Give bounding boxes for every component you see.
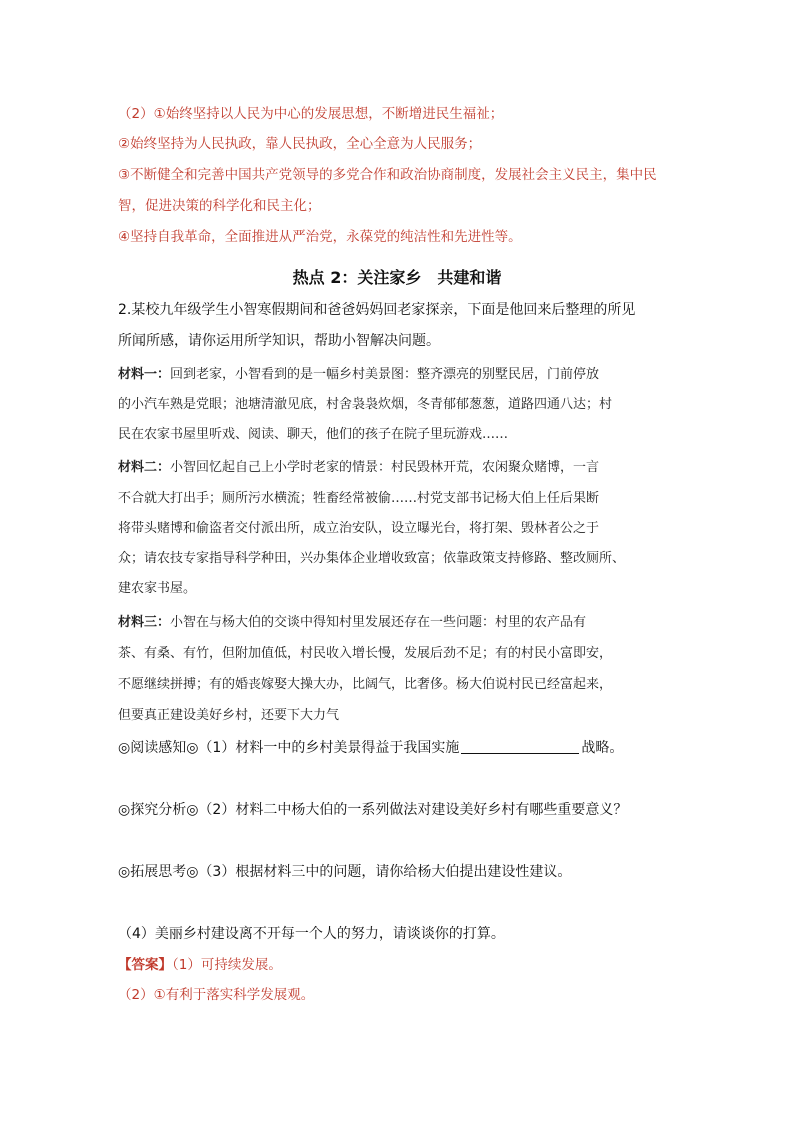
material-1-label: 材料一： [118,367,171,382]
material-2-label: 材料二： [118,460,171,475]
question-intro-line-2: 所闻所感，请你运用所学知识，帮助小智解决问题。 [118,333,440,349]
answer-1: （1）可持续发展。 [172,957,282,973]
answer-prev-line-4: 智，促进决策的科学化和民主化； [118,198,321,214]
material-2-line-1 [118,458,599,478]
question-intro-line-1: 2.某校九年级学生小智寒假期间和爸爸妈妈回老家探亲，下面是他回来后整理的所见 [118,302,636,318]
answer-prev-line-2: ②始终坚持为人民执政，靠人民执政，全心全意为人民服务； [118,136,482,152]
material-3-line-2: 茶、有桑、有竹，但附加值低，村民收入增长慢，发展后劲不足；有的村民小富即安， [118,646,613,661]
material-1-line-1 [118,365,599,385]
answer-prev-line-5: ④坚持自我革命，全面推进从严治党，永葆党的纯洁性和先进性等。 [118,229,522,245]
material-2-line-4: 众；请农技专家指导科学种田，兴办集体企业增收致富；依靠政策支持修路、整改厕所、 [118,551,626,566]
material-3-line-3: 不愿继续拼搏；有的婚丧嫁娶大操大办，比阔气，比奢侈。杨大伯说村民已经富起来， [118,677,613,692]
material-3-line-4: 但要真正建设美好乡村，还要下大力气 [118,708,340,723]
material-1-line-3: 民在农家书屋里听戏、阅读、聊天，他们的孩子在院子里玩游戏…… [118,427,509,442]
material-2-line-3: 将带头赌博和偷盗者交付派出所，成立治安队，设立曝光台，将打架、毁林者公之于 [118,521,600,536]
section-title: 热点 2：关注家乡 共建和谐 [292,268,502,287]
material-1-line-2: 的小汽车熟是党眼；池塘清澈见底，村舍袅袅炊烟，冬青郁郁葱葱，道路四通八达；村 [118,397,613,412]
material-2-text-1: 小智回忆起自己上小学时老家的情景：村民毁林开荒，农闲聚众赌博，一言 [170,460,600,475]
question-1-suffix: 战略。 [581,740,624,756]
answer-line-1 [118,955,282,975]
answer-2: （2）①有利于落实科学发展观。 [118,987,315,1003]
question-1-prefix: ◎阅读感知◎（1）材料一中的乡村美景得益于我国实施 [118,740,460,756]
question-1 [118,738,623,758]
material-2-line-2: 不合就大打出手；厕所污水横流；牲畜经常被偷……村党支部书记杨大伯上任后果断 [118,491,600,506]
answer-tag: 【答案】 [118,957,172,973]
question-4: （4）美丽乡村建设离不开每一个人的努力，请谈谈你的打算。 [118,926,505,942]
answer-blank[interactable] [461,739,579,754]
answer-prev-line-3: ③不断健全和完善中国共产党领导的多党合作和政治协商制度，发展社会主义民主，集中民 [118,167,657,183]
answer-prev-line-1: （2）①始终坚持以人民为中心的发展思想，不断增进民生福祉； [118,106,504,122]
material-3-line-1 [118,613,586,633]
material-1-text-1: 回到老家，小智看到的是一幅乡村美景图：整齐漂亮的别墅民居，门前停放 [170,367,600,382]
question-2: ◎探究分析◎（2）材料二中杨大伯的一系列做法对建设美好乡村有哪些重要意义？ [118,802,628,818]
material-2-line-5: 建农家书屋。 [118,581,197,596]
material-3-label: 材料三： [118,615,171,630]
question-3: ◎拓展思考◎（3）根据材料三中的问题，请你给杨大伯提出建设性建议。 [118,864,572,880]
material-3-text-1: 小智在与杨大伯的交谈中得知村里发展还存在一些问题：村里的农产品有 [170,615,587,630]
